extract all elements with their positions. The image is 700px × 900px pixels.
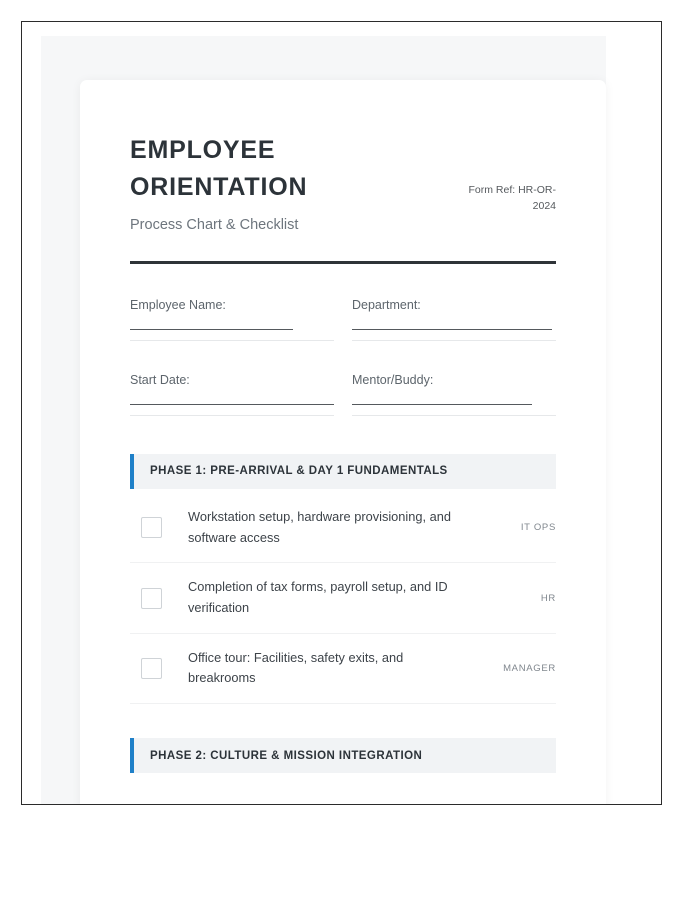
form-reference: Form Ref: HR-OR-2024 <box>468 183 556 213</box>
field-input-employee-name[interactable] <box>130 329 334 345</box>
field-label: Employee Name: <box>130 297 226 312</box>
document-header <box>130 132 556 234</box>
page-subtitle: Process Chart & Checklist <box>130 216 299 233</box>
field-fill-line <box>352 404 532 406</box>
owner-tag: MANAGER <box>503 662 556 674</box>
title-block <box>130 132 440 234</box>
checkbox-icon[interactable] <box>141 517 162 538</box>
owner-tag: HR <box>540 592 556 604</box>
table-row[interactable] <box>130 634 556 704</box>
viewport-frame <box>21 21 662 805</box>
field-label: Start Date: <box>130 372 190 387</box>
field-employee-name <box>130 298 334 345</box>
field-label: Mentor/Buddy: <box>352 372 434 387</box>
table-row[interactable] <box>130 493 556 563</box>
field-fill-line <box>130 404 334 406</box>
meta-fields-grid <box>130 298 556 420</box>
field-underline <box>352 415 556 416</box>
phase-banner-2 <box>130 738 556 773</box>
phase-title: PHASE 2: CULTURE & MISSION INTEGRATION <box>150 749 423 762</box>
field-start-date <box>130 373 334 420</box>
field-underline <box>130 415 334 416</box>
field-underline <box>352 340 556 341</box>
header-divider <box>130 261 556 264</box>
owner-tag: IT OPS <box>520 522 556 534</box>
field-mentor-buddy <box>352 373 556 420</box>
phase-banner-1 <box>130 454 556 489</box>
phase-title: PHASE 1: PRE-ARRIVAL & DAY 1 FUNDAMENTALS <box>150 465 448 478</box>
checkbox-icon[interactable] <box>141 658 162 679</box>
field-label: Department: <box>352 297 421 312</box>
task-text: Completion of tax forms, payroll setup, and ID verification <box>188 579 448 615</box>
field-fill-line <box>352 329 552 331</box>
checklist-phase-1 <box>130 493 556 704</box>
task-text: Workstation setup, hardware provisioning, and software access <box>188 508 451 545</box>
page-title: EMPLOYEE ORIENTATION <box>130 136 308 201</box>
field-input-department[interactable] <box>352 329 556 345</box>
task-text: Office tour: Facilities, safety exits, and breakrooms <box>188 649 404 686</box>
table-row[interactable] <box>130 563 556 633</box>
field-underline <box>130 340 334 341</box>
field-input-start-date[interactable] <box>130 404 334 420</box>
field-input-mentor-buddy[interactable] <box>352 404 556 420</box>
checkbox-icon[interactable] <box>141 588 162 609</box>
field-fill-line <box>130 329 293 331</box>
document-card <box>80 80 606 805</box>
field-department <box>352 298 556 345</box>
